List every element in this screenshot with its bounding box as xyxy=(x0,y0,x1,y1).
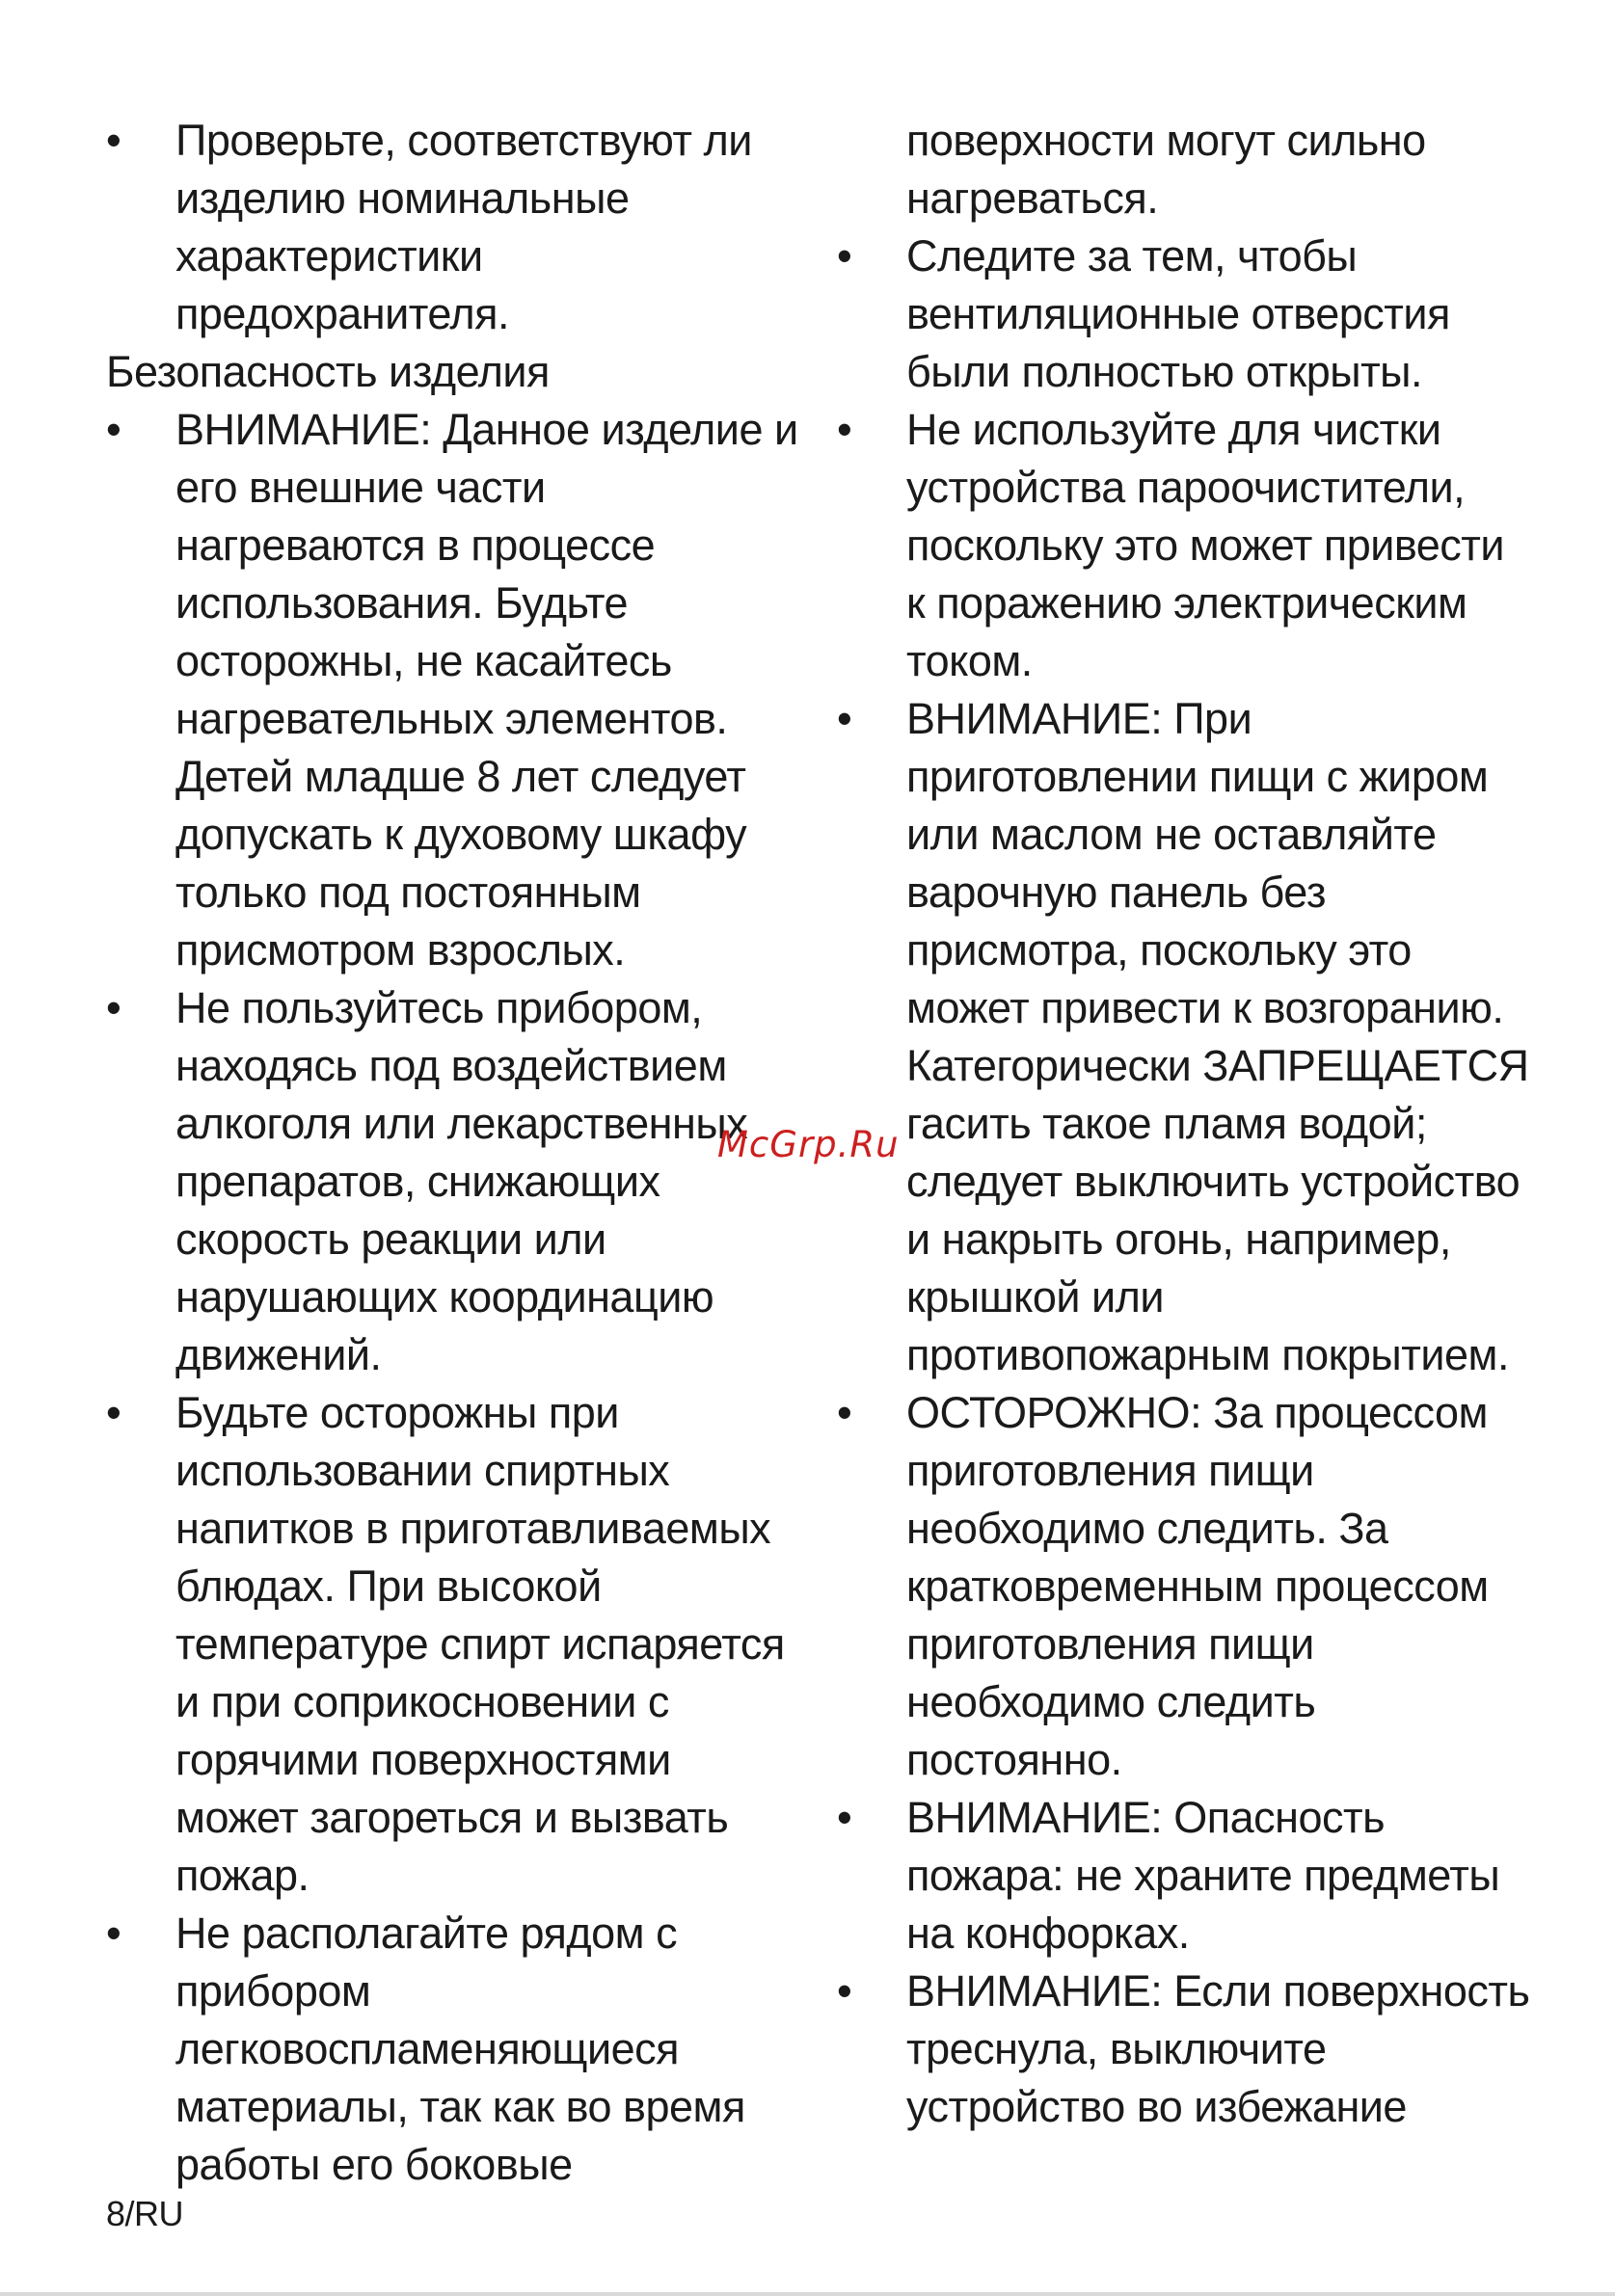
continued-text: поверхности могут сильно нагреваться. xyxy=(906,116,1426,223)
list-item xyxy=(837,1962,1531,2136)
list-item-text: ОСТОРОЖНО: За процессом приготовления пищи необходимо следить. За кратковременным процессом приготовления пищи необходимо следить постоянно. xyxy=(906,1388,1489,1784)
bullet-icon: • xyxy=(837,405,852,454)
list-item xyxy=(106,979,800,1384)
list-item xyxy=(837,1789,1531,1962)
bullet-icon: • xyxy=(106,1388,121,1437)
left-column xyxy=(106,112,800,2194)
list-item xyxy=(106,112,800,343)
list-item-text: Не располагайте рядом с прибором легковоспламеняющиеся материалы, так как во время работы его боковые xyxy=(175,1909,745,2189)
list-item xyxy=(106,1384,800,1905)
bottom-divider xyxy=(0,2292,1615,2296)
list-item-text: Проверьте, соответствуют ли изделию номинальные характеристики предохранителя. xyxy=(175,116,752,338)
list-item xyxy=(837,401,1531,690)
bullet-icon: • xyxy=(106,405,121,454)
list-item xyxy=(837,690,1531,1384)
page-number: 8/RU xyxy=(106,2194,184,2233)
list-item-text: Следите за тем, чтобы вентиляционные отверстия были полностью открыты. xyxy=(906,231,1450,396)
list-item-text: ВНИМАНИЕ: Данное изделие и его внешние части нагреваются в процессе использования. Будьте осторожны, не касайтесь нагревательных элементов. Детей младше 8 лет следует допускать к духовому шкафу только под постоянным присмотром взрослых. xyxy=(175,405,798,974)
list-item-text: Будьте осторожны при использовании спиртных напитков в приготавливаемых блюдах. При высокой температуре спирт испаряется и при соприкосновении с горячими поверхностями может загореться и вызвать пожар. xyxy=(175,1388,785,1900)
list-item-text: Не используйте для чистки устройства пароочистители, поскольку это может привести к поражению электрическим током. xyxy=(906,405,1505,685)
list-item-text: Не пользуйтесь прибором, находясь под воздействием алкоголя или лекарственных препаратов, снижающих скорость реакции или нарушающих координацию движений. xyxy=(175,983,748,1379)
bullet-icon: • xyxy=(106,116,121,165)
right-safety-list xyxy=(837,227,1531,2136)
bullet-icon: • xyxy=(106,1909,121,1958)
list-item-text: ВНИМАНИЕ: При приготовлении пищи с жиром или маслом не оставляйте варочную панель без присмотра, поскольку это может привести к возгоранию. Категорически ЗАПРЕЩАЕТСЯ гасить такое пламя водой; следует выключить устройство и накрыть огонь, например, крышкой или противопожарным покрытием. xyxy=(906,694,1529,1379)
list-item xyxy=(837,1384,1531,1789)
right-column xyxy=(837,112,1531,2136)
bullet-icon: • xyxy=(837,1966,852,2016)
list-item xyxy=(106,1905,800,2194)
list-item-text: ВНИМАНИЕ: Если поверхность треснула, выключите устройство во избежание xyxy=(906,1966,1530,2131)
bullet-icon: • xyxy=(837,1793,852,1842)
section-heading: Безопасность изделия xyxy=(106,347,550,396)
bullet-icon: • xyxy=(106,983,121,1032)
bullet-icon: • xyxy=(837,1388,852,1437)
left-safety-list xyxy=(106,401,800,2194)
left-intro-list xyxy=(106,112,800,343)
list-item xyxy=(837,227,1531,401)
bullet-icon: • xyxy=(837,231,852,280)
bullet-icon: • xyxy=(837,694,852,743)
list-item-text: ВНИМАНИЕ: Опасность пожара: не храните предметы на конфорках. xyxy=(906,1793,1500,1958)
watermark: McGrp.Ru xyxy=(717,1124,900,1165)
list-item xyxy=(106,401,800,979)
